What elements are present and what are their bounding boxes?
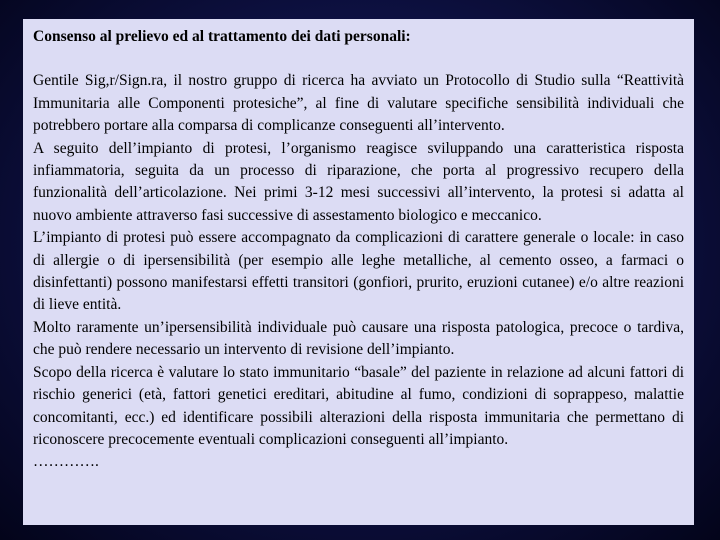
- continuation-ellipsis: ………….: [33, 453, 99, 471]
- paragraph-complications: L’impianto di protesi può essere accompagnato da complicazioni di carattere generale o locale: in caso di allergie o di ipersensibilità (per esempio alle leghe metalliche, al cemento osseo, a farmaci o disinfettanti) possono manifestarsi effetti transitori (gonfiori, prurito, eruzioni cutanee) e/o altre reazioni di lieve entità.: [33, 229, 684, 314]
- paragraph-introduction: Gentile Sig,r/Sign.ra, il nostro gruppo di ricerca ha avviato un Protocollo di Studio sulla “Reattività Immunitaria alle Componenti protesiche”, al fine di valutare specifiche sensibilità individuali che potrebbero portare alla comparsa di complicanze conseguenti all’intervento.: [33, 72, 684, 135]
- paragraph-research-purpose: Scopo della ricerca è valutare lo stato immunitario “basale” del paziente in relazione ad alcuni fattori di rischio generici (età, fattori genetici ereditari, abitudine al fumo, condizioni di soprappeso, malattie concomitanti, ecc.) ed identificare possibili alterazioni della risposta immunitaria che permettano di riconoscere precocemente eventuali complicazioni conseguenti all’impianto.: [33, 363, 684, 448]
- paragraph-hypersensitivity: Molto raramente un’ipersensibilità individuale può causare una risposta patologica, precoce o tardiva, che può rendere necessario un intervento di revisione dell’impianto.: [33, 318, 684, 359]
- paragraph-implant-response: A seguito dell’impianto di protesi, l’organismo reagisce sviluppando una caratteristica risposta infiammatoria, seguita da un processo di riparazione, che porta al progressivo recupero della funzionalità dell’articolazione. Nei primi 3-12 mesi successivi all’intervento, la protesi si adatta al nuovo ambiente attraverso fasi successive di assestamento biologico e meccanico.: [33, 139, 684, 224]
- consent-text-panel: [23, 19, 694, 525]
- consent-title: Consenso al prelievo ed al trattamento dei dati personali:: [33, 28, 411, 45]
